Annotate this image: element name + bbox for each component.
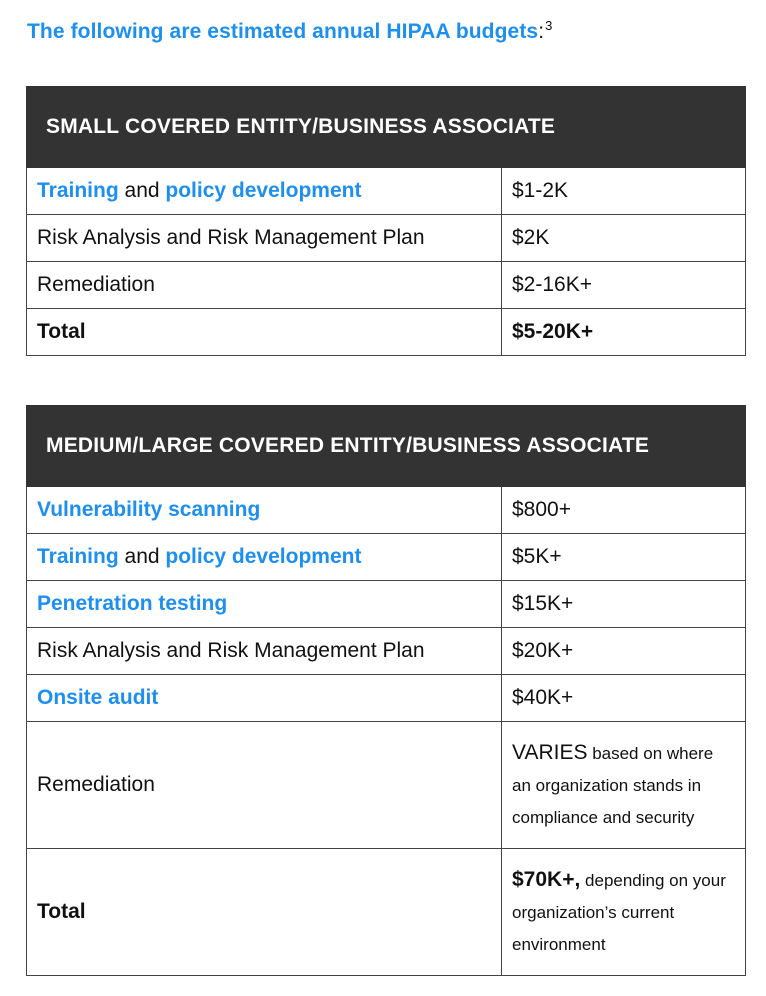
row-value: $1-2K (502, 168, 746, 215)
table-row (27, 534, 746, 581)
table-row (27, 722, 746, 849)
value-detail: depending on your organization’s current environment (512, 870, 726, 954)
total-value (502, 849, 746, 976)
row-label: Risk Analysis and Risk Management Plan (27, 628, 502, 675)
intro-heading (27, 18, 552, 44)
row-label (27, 534, 502, 581)
table-row (27, 262, 746, 309)
table-row (27, 487, 746, 534)
row-label: Remediation (27, 722, 502, 849)
row-value: $2-16K+ (502, 262, 746, 309)
row-value: $20K+ (502, 628, 746, 675)
table-header: SMALL COVERED ENTITY/BUSINESS ASSOCIATE (27, 87, 746, 168)
row-label (27, 675, 502, 722)
row-label (27, 581, 502, 628)
table-row (27, 581, 746, 628)
policy-development-link[interactable]: policy development (165, 179, 362, 202)
row-label-connector: and (118, 545, 166, 568)
training-link[interactable]: Training (37, 545, 119, 568)
large-entity-budget-table (26, 405, 746, 976)
value-headline: VARIES (512, 740, 588, 764)
total-label: Total (27, 309, 502, 356)
total-row (27, 309, 746, 356)
table-header-row (27, 87, 746, 168)
table-row (27, 628, 746, 675)
table-row (27, 168, 746, 215)
table-row (27, 675, 746, 722)
training-link[interactable]: Training (37, 179, 119, 202)
intro-text: The following are estimated annual HIPAA budgets (27, 20, 539, 43)
total-row (27, 849, 746, 976)
row-label (27, 168, 502, 215)
intro-colon: : (538, 20, 545, 43)
penetration-testing-link[interactable]: Penetration testing (37, 592, 228, 615)
policy-development-link[interactable]: policy development (165, 545, 362, 568)
small-entity-budget-table (26, 86, 746, 356)
row-label: Risk Analysis and Risk Management Plan (27, 215, 502, 262)
table-header: MEDIUM/LARGE COVERED ENTITY/BUSINESS ASSOCIATE (27, 406, 746, 487)
row-value: $40K+ (502, 675, 746, 722)
row-value: $15K+ (502, 581, 746, 628)
total-label: Total (27, 849, 502, 976)
onsite-audit-link[interactable]: Onsite audit (37, 686, 159, 709)
table-header-row (27, 406, 746, 487)
row-value (502, 722, 746, 849)
row-label-connector: and (118, 179, 166, 202)
total-value: $5-20K+ (502, 309, 746, 356)
value-headline: $70K+, (512, 867, 581, 891)
table-row (27, 215, 746, 262)
row-label: Remediation (27, 262, 502, 309)
row-value: $5K+ (502, 534, 746, 581)
vulnerability-scanning-link[interactable]: Vulnerability scanning (37, 498, 261, 521)
value-detail: based on where an organization stands in compliance and security (512, 743, 714, 827)
row-value: $800+ (502, 487, 746, 534)
footnote-ref[interactable]: 3 (545, 18, 553, 33)
row-label (27, 487, 502, 534)
row-value: $2K (502, 215, 746, 262)
